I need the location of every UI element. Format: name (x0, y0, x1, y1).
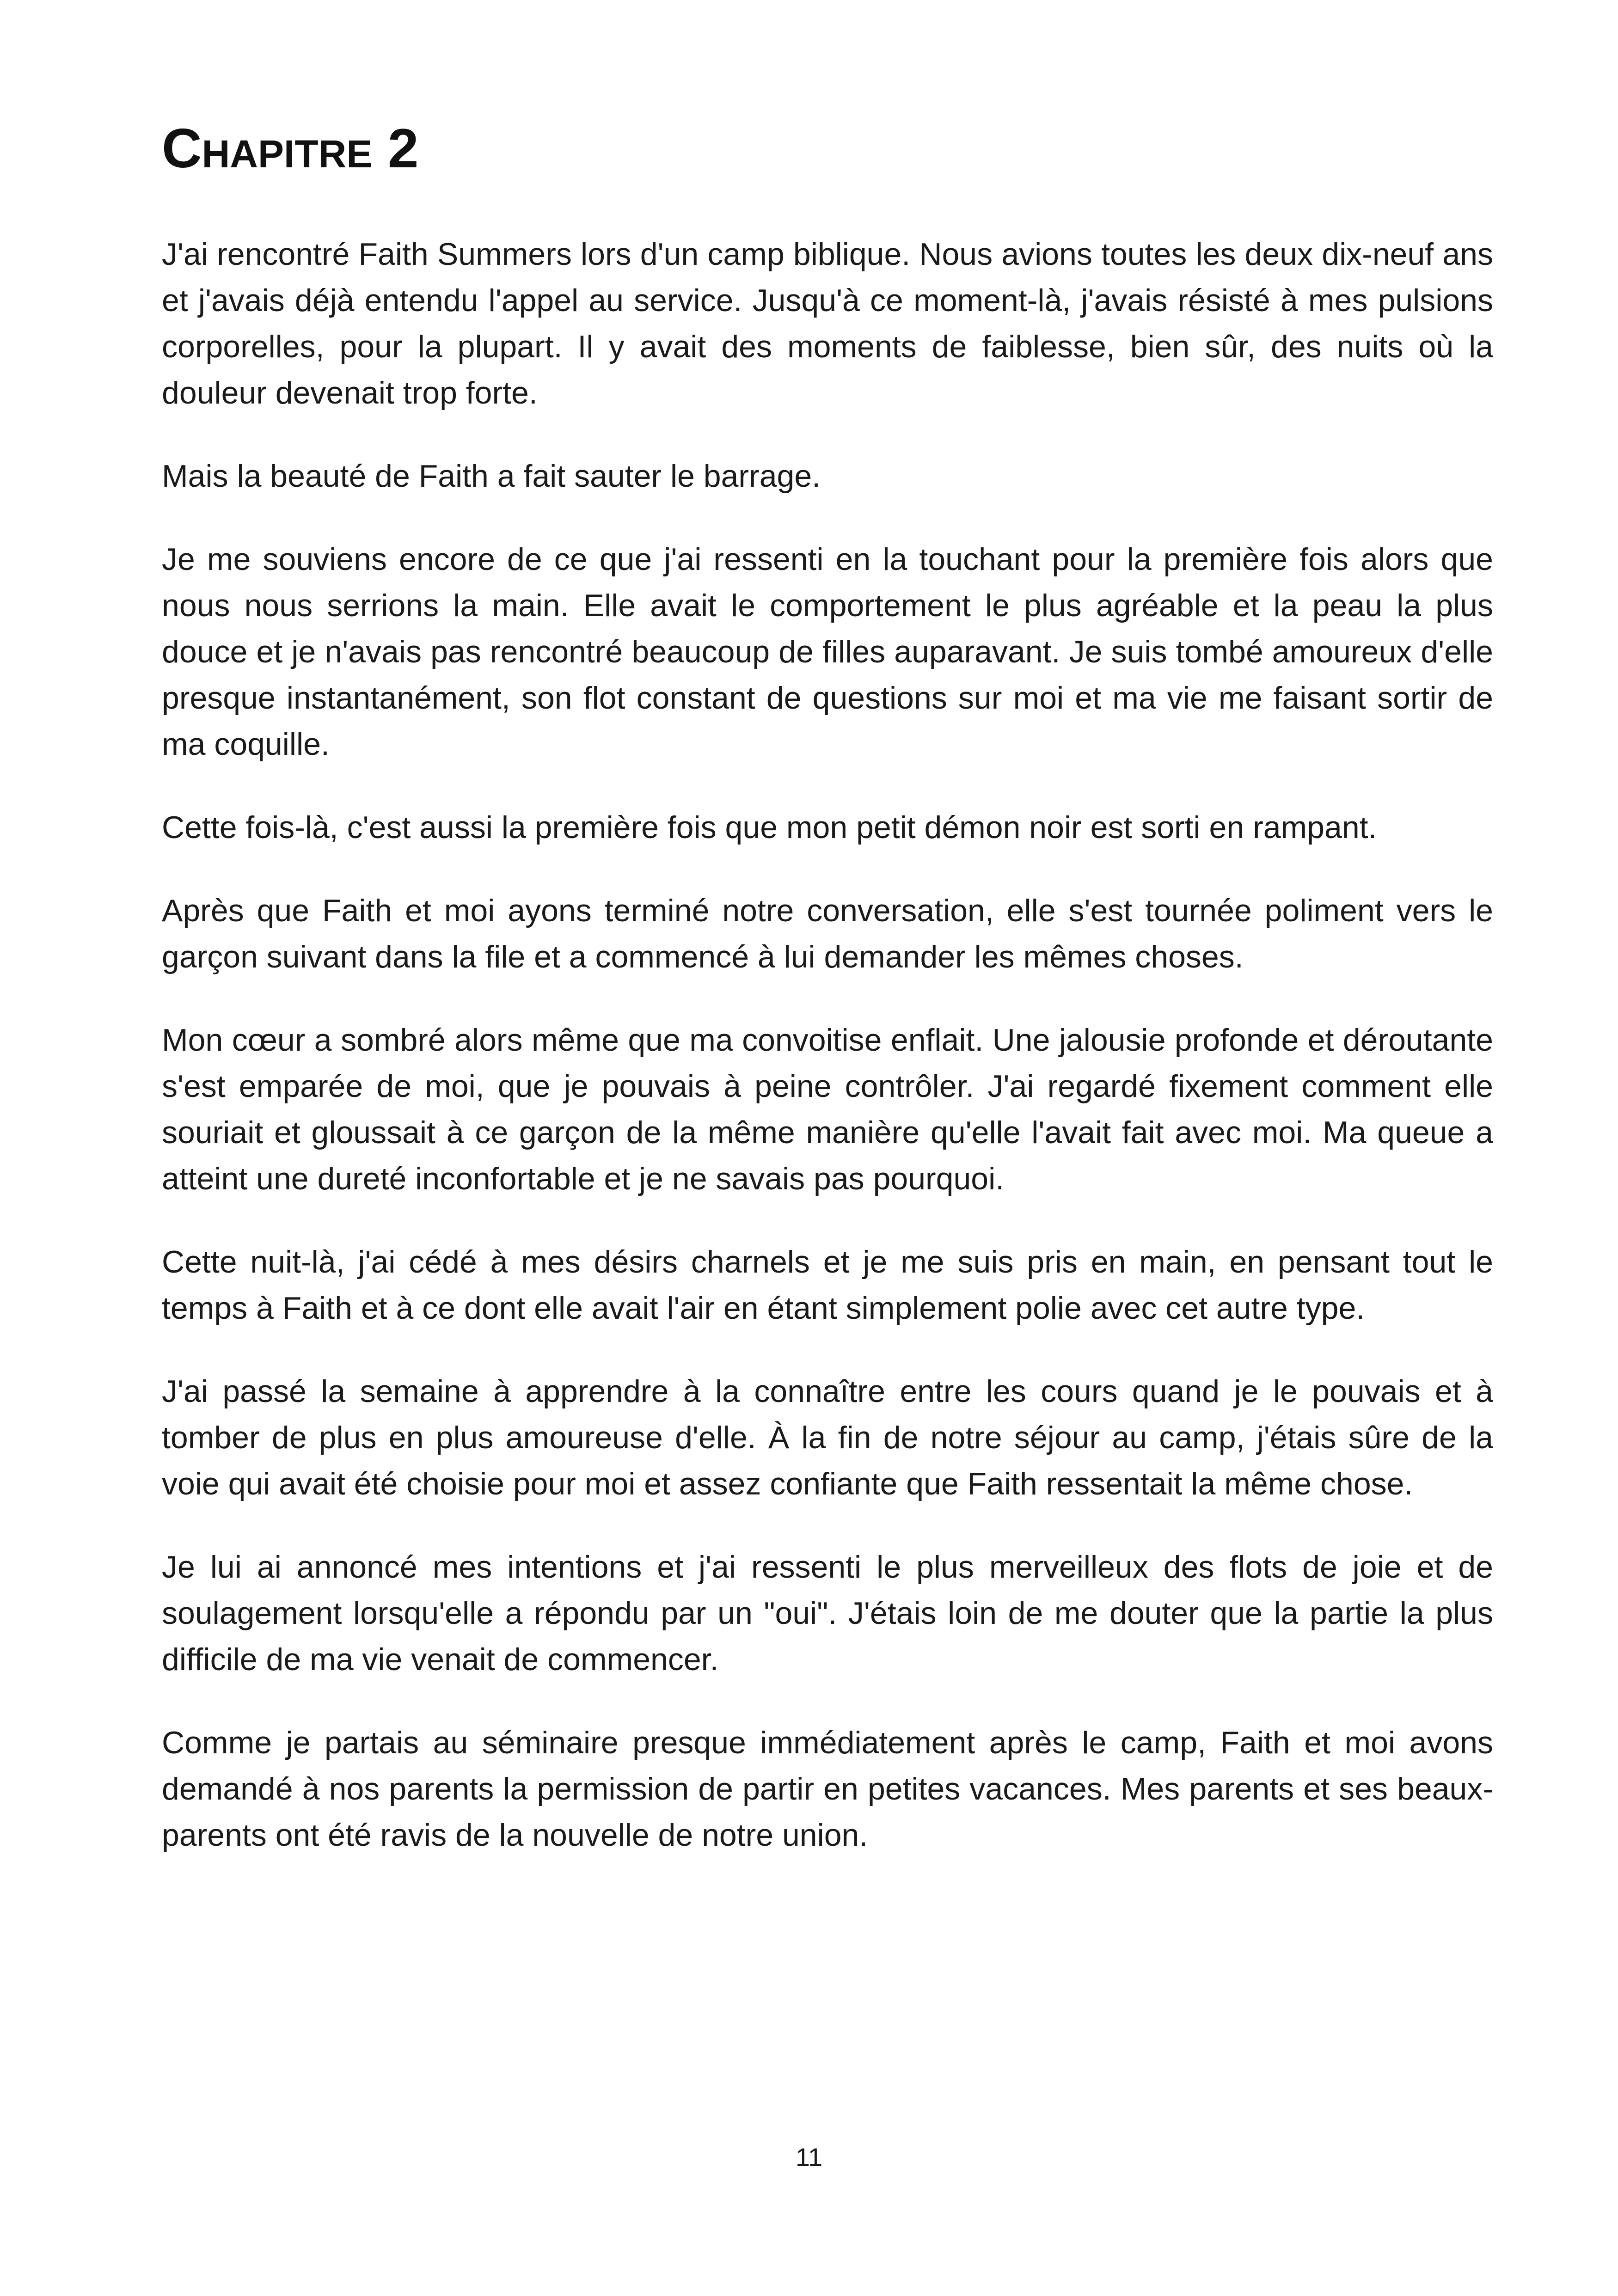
body-text (162, 231, 1493, 1895)
paragraph: Cette fois-là, c'est aussi la première fois que mon petit démon noir est sorti en rampant. (162, 810, 1377, 845)
paragraph: Comme je partais au séminaire presque immédiatement après le camp, Faith et moi avons demandé à nos parents la permission de partir en petites vacances. Mes parents et ses beaux-parents ont été ravis de la nouvelle de notre union. (162, 1725, 1493, 1853)
paragraph: Après que Faith et moi ayons terminé notre conversation, elle s'est tournée poliment vers le garçon suivant dans la file et a commencé à lui demander les mêmes choses. (162, 893, 1493, 974)
paragraph: J'ai rencontré Faith Summers lors d'un camp biblique. Nous avions toutes les deux dix-neuf ans et j'avais déjà entendu l'appel au service. Jusqu'à ce moment-là, j'avais résisté à mes pulsions corporelles, pour la plupart. Il y avait des moments de faiblesse, bien sûr, des nuits où la douleur devenait trop forte. (162, 237, 1493, 410)
chapter-title: Chapitre 2 (162, 117, 419, 179)
paragraph: Je me souviens encore de ce que j'ai ressenti en la touchant pour la première fois alors que nous nous serrions la main. Elle avait le comportement le plus agréable et la peau la plus douce et je n'avais pas rencontré beaucoup de filles auparavant. Je suis tombé amoureux d'elle presque instantanément, son flot constant de questions sur moi et ma vie me faisant sortir de ma coquille. (162, 542, 1493, 762)
paragraph: Mais la beauté de Faith a fait sauter le barrage. (162, 459, 821, 494)
paragraph: Mon cœur a sombré alors même que ma convoitise enflait. Une jalousie profonde et déroutante s'est emparée de moi, que je pouvais à peine contrôler. J'ai regardé fixement comment elle souriait et gloussait à ce garçon de la même manière qu'elle l'avait fait avec moi. Ma queue a atteint une dureté inconfortable et je ne savais pas pourquoi. (162, 1022, 1493, 1196)
paragraph: Cette nuit-là, j'ai cédé à mes désirs charnels et je me suis pris en main, en pensant tout le temps à Faith et à ce dont elle avait l'air en étant simplement polie avec cet autre type. (162, 1244, 1493, 1326)
paragraph: Je lui ai annoncé mes intentions et j'ai ressenti le plus merveilleux des flots de joie et de soulagement lorsqu'elle a répondu par un "oui". J'étais loin de me douter que la partie la plus difficile de ma vie venait de commencer. (162, 1549, 1493, 1677)
page-number: 11 (795, 2143, 823, 2172)
paragraph: J'ai passé la semaine à apprendre à la connaître entre les cours quand je le pouvais et à tomber de plus en plus amoureuse d'elle. À la fin de notre séjour au camp, j'étais sûre de la voie qui avait été choisie pour moi et assez confiante que Faith ressentait la même chose. (162, 1374, 1493, 1501)
